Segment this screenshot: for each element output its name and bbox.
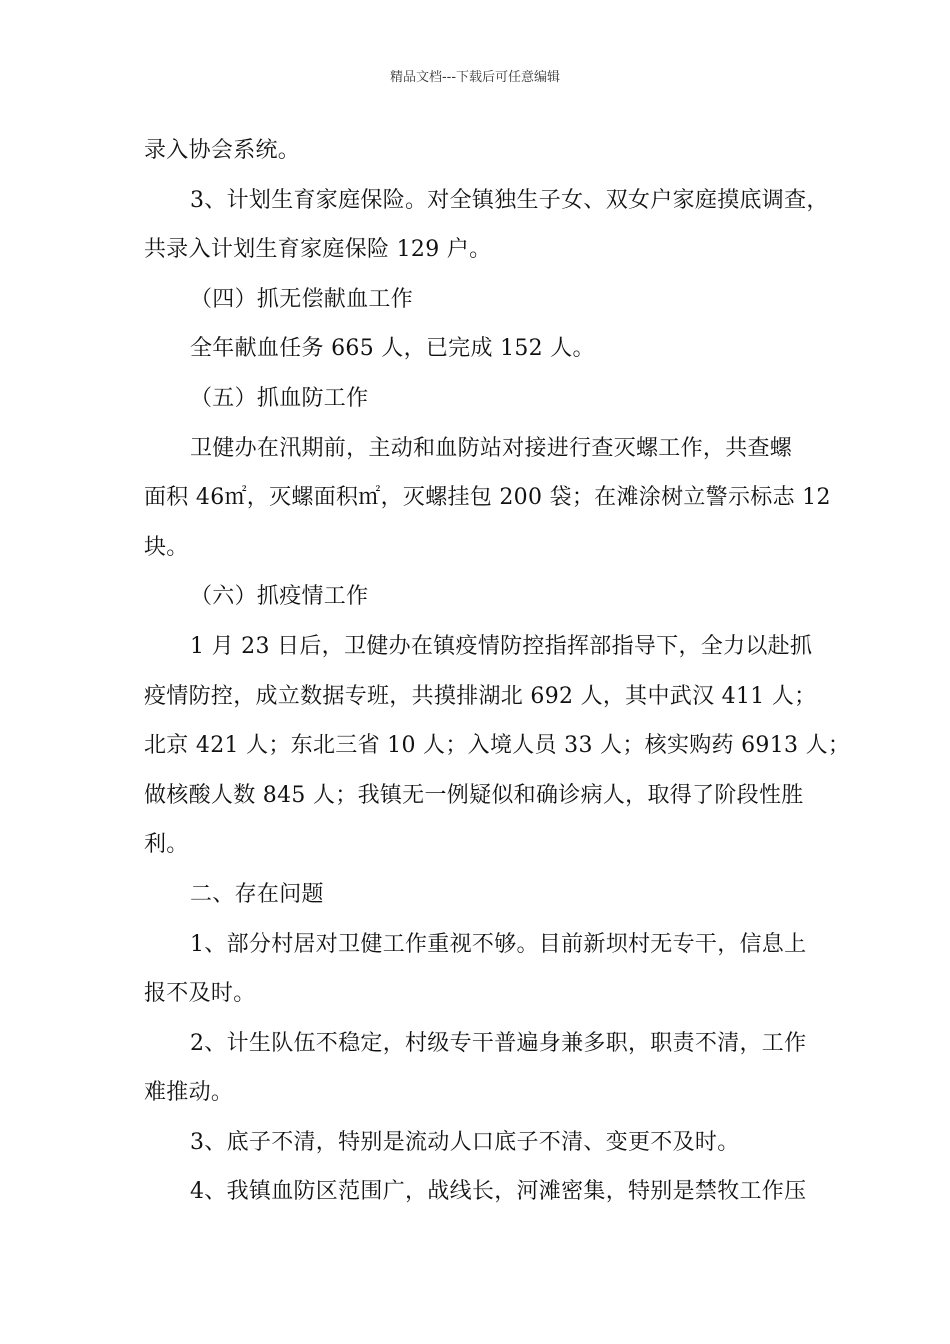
section-heading: （六）抓疫情工作	[190, 584, 369, 610]
text-line: 北京 421 人；东北三省 10 人；入境人员 33 人；核实购药 6913 人；	[144, 733, 851, 759]
text-line: 3、底子不清，特别是流动人口底子不清、变更不及时。	[190, 1129, 740, 1155]
text-line: 难推动。	[144, 1080, 234, 1106]
text-line: 做核酸人数 845 人；我镇无一例疑似和确诊病人，取得了阶段性胜	[144, 782, 804, 808]
text-line: 全年献血任务 665 人，已完成 152 人。	[190, 336, 595, 362]
text-line: 3、计划生育家庭保险。对全镇独生子女、双女户家庭摸底调查，	[190, 187, 829, 213]
text-line: 报不及时。	[144, 981, 256, 1007]
section-heading: 二、存在问题	[190, 881, 324, 907]
text-line: 1 月 23 日后，卫健办在镇疫情防控指挥部指导下，全力以赴抓	[190, 633, 813, 659]
text-line: 2、计生队伍不稳定，村级专干普遍身兼多职，职责不清，工作	[190, 1030, 807, 1056]
text-line: 利。	[144, 832, 189, 858]
text-line: 共录入计划生育家庭保险 129 户。	[144, 237, 492, 263]
text-line: 1、部分村居对卫健工作重视不够。目前新坝村无专干，信息上	[190, 931, 807, 957]
text-line: 卫健办在汛期前，主动和血防站对接进行查灭螺工作，共查螺	[190, 435, 793, 461]
section-heading: （四）抓无偿献血工作	[190, 286, 414, 312]
text-line: 4、我镇血防区范围广，战线长，河滩密集，特别是禁牧工作压	[190, 1179, 807, 1205]
document-body	[144, 126, 851, 1217]
section-heading: （五）抓血防工作	[190, 385, 369, 411]
text-line: 面积 46㎡，灭螺面积㎡，灭螺挂包 200 袋；在滩涂树立警示标志 12	[144, 485, 831, 511]
text-line: 疫情防控，成立数据专班，共摸排湖北 692 人，其中武汉 411 人；	[144, 683, 817, 709]
text-line: 录入协会系统。	[144, 138, 301, 163]
page-header: 精品文档---下载后可任意编辑	[389, 70, 561, 85]
text-line: 块。	[144, 534, 189, 560]
